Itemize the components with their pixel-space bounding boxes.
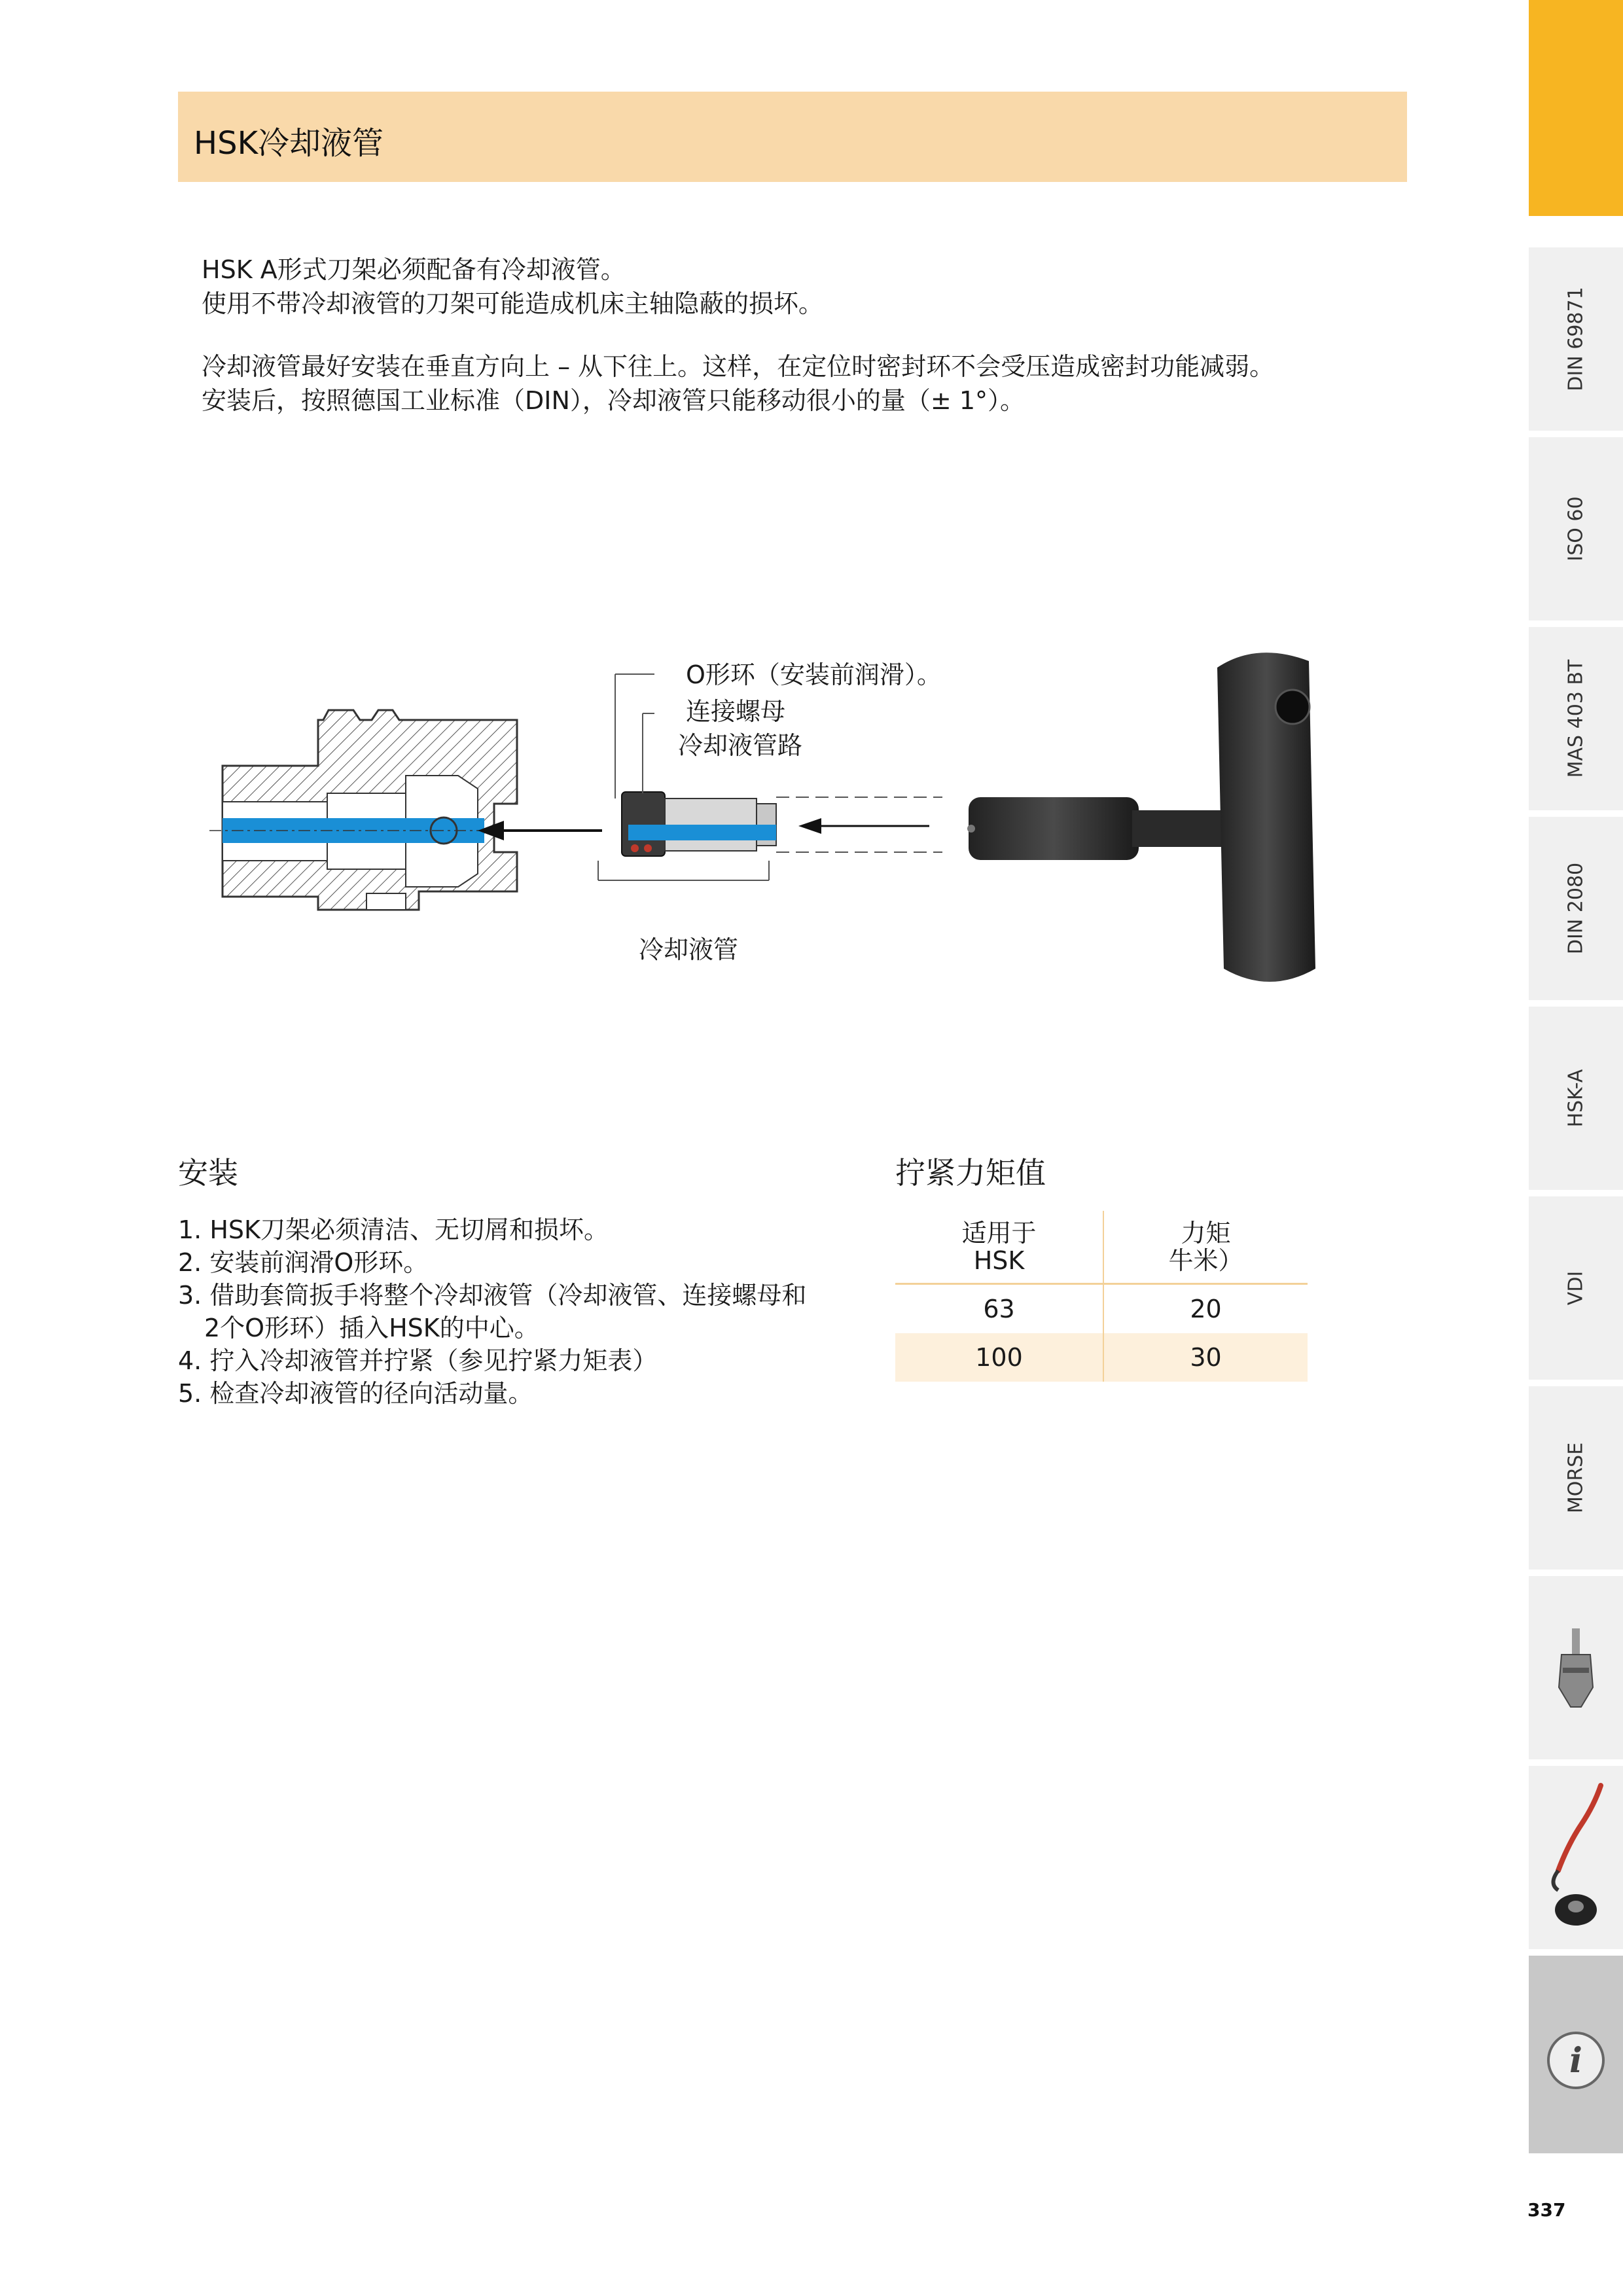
intro-paragraph-1 [202, 253, 823, 321]
header-label: HSK [973, 1246, 1025, 1275]
sidebar-tab-label: MORSE [1564, 1442, 1588, 1514]
title-bar [178, 92, 1407, 182]
sidebar-tab-iso-60[interactable] [1529, 433, 1623, 620]
cell-torque: 30 [1103, 1333, 1308, 1382]
sidebar-tab-din-69871[interactable] [1529, 243, 1623, 431]
sidebar-tab-morse[interactable] [1529, 1382, 1623, 1570]
wrench-nut-icon [1529, 1766, 1623, 1949]
coolant-tube [622, 792, 942, 856]
list-item: 4. 拧入冷却液管并拧紧（参见拧紧力矩表） [178, 1346, 658, 1375]
sidebar-tab-label: ISO 60 [1564, 496, 1588, 562]
table-row [895, 1284, 1308, 1334]
list-item: 1. HSK刀架必须清洁、无切屑和损坏。 [178, 1215, 609, 1244]
sidebar-tab-din-2080[interactable] [1529, 813, 1623, 1000]
oring-callout: O形环（安装前润滑）。 [686, 660, 942, 689]
intro-line: 冷却液管最好安装在垂直方向上 – 从下往上。这样，在定位时密封环不会受压造成密封功能减弱。 [202, 352, 1275, 381]
list-item: 2. 安装前润滑O形环。 [178, 1248, 429, 1277]
table-row [895, 1333, 1308, 1382]
sidebar [1529, 0, 1623, 2153]
tube-callout: 冷却液管 [639, 935, 739, 964]
sidebar-tab-hsk-a[interactable] [1529, 1003, 1623, 1190]
torque-table [895, 1211, 1308, 1382]
intro-line: 安装后，按照德国工业标准（DIN），冷却液管只能移动很小的量（± 1°）。 [202, 386, 1025, 415]
intro-line: HSK A形式刀架必须配备有冷却液管。 [202, 255, 626, 284]
header-size [895, 1211, 1103, 1284]
intro-line: 使用不带冷却液管的刀架可能造成机床主轴隐蔽的损坏。 [202, 289, 824, 318]
header-label: 牛米） [1168, 1246, 1243, 1275]
page-number: 337 [1527, 2199, 1566, 2221]
table-header-row [895, 1211, 1308, 1284]
intro-paragraph-2 [202, 350, 1274, 418]
socket-wrench-image [967, 653, 1315, 982]
list-item: 3. 借助套筒扳手将整个冷却液管（冷却液管、连接螺母和2个O形环）插入HSK的中心。 [178, 1281, 807, 1342]
sidebar-tab-vdi[interactable] [1529, 1193, 1623, 1380]
sidebar-tab-info[interactable] [1529, 1952, 1623, 2153]
sidebar-tab-drill-chuck[interactable] [1529, 1572, 1623, 1759]
sidebar-accent [1529, 0, 1623, 216]
header-label: 适用于 [961, 1219, 1037, 1247]
installation-steps [178, 1213, 819, 1410]
sidebar-tab-label: DIN 2080 [1564, 862, 1588, 955]
torque-heading: 拧紧力矩值 [895, 1155, 1046, 1191]
hsk-holder-section [209, 710, 517, 910]
duct-callout: 冷却液管路 [678, 731, 803, 760]
cell-size: 100 [895, 1333, 1103, 1382]
installation-heading: 安装 [178, 1155, 238, 1191]
page-title: HSK冷却液管 [194, 125, 384, 162]
cell-size: 63 [895, 1284, 1103, 1334]
sidebar-tab-label: MAS 403 BT [1564, 659, 1588, 778]
sidebar-tab-mas-403-bt[interactable] [1529, 623, 1623, 810]
info-icon [1529, 1956, 1623, 2152]
sidebar-tab-label: VDI [1564, 1270, 1588, 1306]
drill-chuck-icon [1529, 1576, 1623, 1759]
coolant-tube-diagram [196, 641, 1374, 1008]
sidebar-tab-label: HSK-A [1564, 1069, 1588, 1128]
header-label: 力矩 [1181, 1219, 1231, 1247]
header-torque [1103, 1211, 1308, 1284]
svg-text:i: i [1569, 2041, 1582, 2081]
sidebar-tab-wrench-nut[interactable] [1529, 1762, 1623, 1949]
cell-torque: 20 [1190, 1295, 1222, 1323]
list-item: 5. 检查冷却液管的径向活动量。 [178, 1379, 533, 1408]
nut-callout: 连接螺母 [686, 697, 786, 726]
sidebar-tab-label: DIN 69871 [1564, 287, 1588, 391]
